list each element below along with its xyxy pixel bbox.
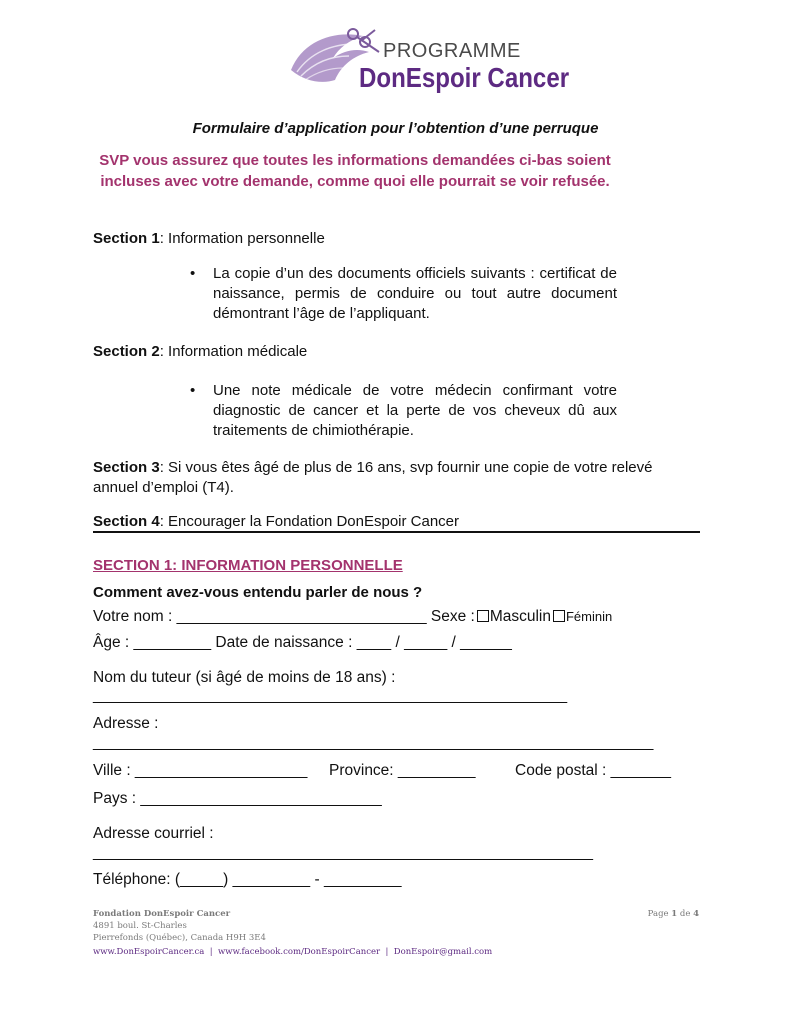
section-4-label: Section 4 xyxy=(93,513,160,530)
page-prefix: Page xyxy=(647,909,672,919)
section-1-line xyxy=(93,229,693,249)
bullet-icon: • xyxy=(190,382,196,399)
footer-address-1: 4891 boul. St-Charles xyxy=(93,921,187,931)
section-4-text: : Encourager la Fondation DonEspoir Cancer xyxy=(159,513,460,530)
program-logo xyxy=(283,22,570,94)
email-label: Adresse courriel : xyxy=(93,825,214,842)
page-footer xyxy=(93,908,699,958)
name-sex-row xyxy=(93,608,612,626)
feminin-checkbox[interactable] xyxy=(553,610,565,622)
page-mid: de xyxy=(677,909,694,919)
name-field[interactable]: Votre nom : _____________________________ Sexe : xyxy=(93,608,475,625)
footer-address-2: Pierrefonds (Québec), Canada H9H 3E4 xyxy=(93,933,266,943)
section-3-text: : Si vous êtes âgé de plus de 16 ans, svp fournir une copie de votre relevé annuel d’emploi (T4). xyxy=(93,459,653,496)
section-2-text: : Information médicale xyxy=(159,343,308,360)
guardian-label: Nom du tuteur (si âgé de moins de 18 ans) : xyxy=(93,669,396,686)
age-birthdate-field[interactable]: Âge : _________ Date de naissance : ____ / _____ / ______ xyxy=(93,634,512,651)
feminin-label: Féminin xyxy=(565,609,613,624)
section-1-bullet: La copie d’un des documents officiels suivants : certificat de naissance, permis de conduire ou tout autre document démontrant l’âge de l’appliquant. xyxy=(213,265,617,322)
footer-separator: | xyxy=(204,947,219,957)
section-1-heading: SECTION 1: INFORMATION PERSONNELLE xyxy=(93,557,403,574)
section-1-label: Section 1 xyxy=(93,230,160,247)
address-label: Adresse : xyxy=(93,715,159,732)
section-2-line xyxy=(93,342,693,362)
postal-code-field[interactable]: Code postal : _______ xyxy=(515,762,671,779)
footer-email-link[interactable]: DonEspoir@gmail.com xyxy=(393,947,493,957)
country-field[interactable]: Pays : ____________________________ xyxy=(93,790,382,807)
province-field[interactable]: Province: _________ xyxy=(329,762,476,779)
footer-links xyxy=(93,946,699,958)
section-3-label: Section 3 xyxy=(93,459,160,476)
logo-programme-text: PROGRAMME xyxy=(383,40,521,62)
page-number xyxy=(648,908,699,920)
section-2-label: Section 2 xyxy=(93,343,160,360)
required-info-warning: SVP vous assurez que toutes les informations demandées ci-bas soient incluses avec votre demande, comme quoi elle pourrait se voir refusée. xyxy=(99,152,611,190)
logo-brand-name: DonEspoir Cancer xyxy=(359,62,570,93)
masculin-label: Masculin xyxy=(489,608,551,625)
masculin-checkbox[interactable] xyxy=(477,610,489,622)
section-2-bullet: Une note médicale de votre médecin confirmant votre diagnostic de cancer et la perte de vos cheveux dû aux traitements de chimiothérapie. xyxy=(213,382,617,439)
footer-org: Fondation DonEspoir Cancer xyxy=(93,909,231,919)
form-title: Formulaire d’application pour l’obtention d’une perruque xyxy=(192,120,599,137)
section-3-line xyxy=(93,458,693,498)
guardian-field[interactable]: _______________________________________________________ xyxy=(93,687,568,704)
divider xyxy=(93,531,700,533)
city-field[interactable]: Ville : ____________________ xyxy=(93,762,308,779)
referral-question: Comment avez-vous entendu parler de nous ? xyxy=(93,584,423,601)
email-field[interactable]: __________________________________________________________ xyxy=(93,844,593,861)
footer-site-link[interactable]: www.DonEspoirCancer.ca xyxy=(93,947,205,957)
section-4-line xyxy=(93,512,693,532)
bullet-icon: • xyxy=(190,265,196,282)
page-current: 1 xyxy=(671,909,678,919)
address-field[interactable]: _________________________________________________________________ xyxy=(93,734,654,751)
phone-field[interactable]: Téléphone: (_____) _________ - _________ xyxy=(93,871,402,888)
page-total: 4 xyxy=(693,909,699,919)
footer-separator: | xyxy=(380,947,394,957)
section-1-text: : Information personnelle xyxy=(159,230,325,247)
footer-facebook-link[interactable]: www.facebook.com/DonEspoirCancer xyxy=(218,947,381,957)
